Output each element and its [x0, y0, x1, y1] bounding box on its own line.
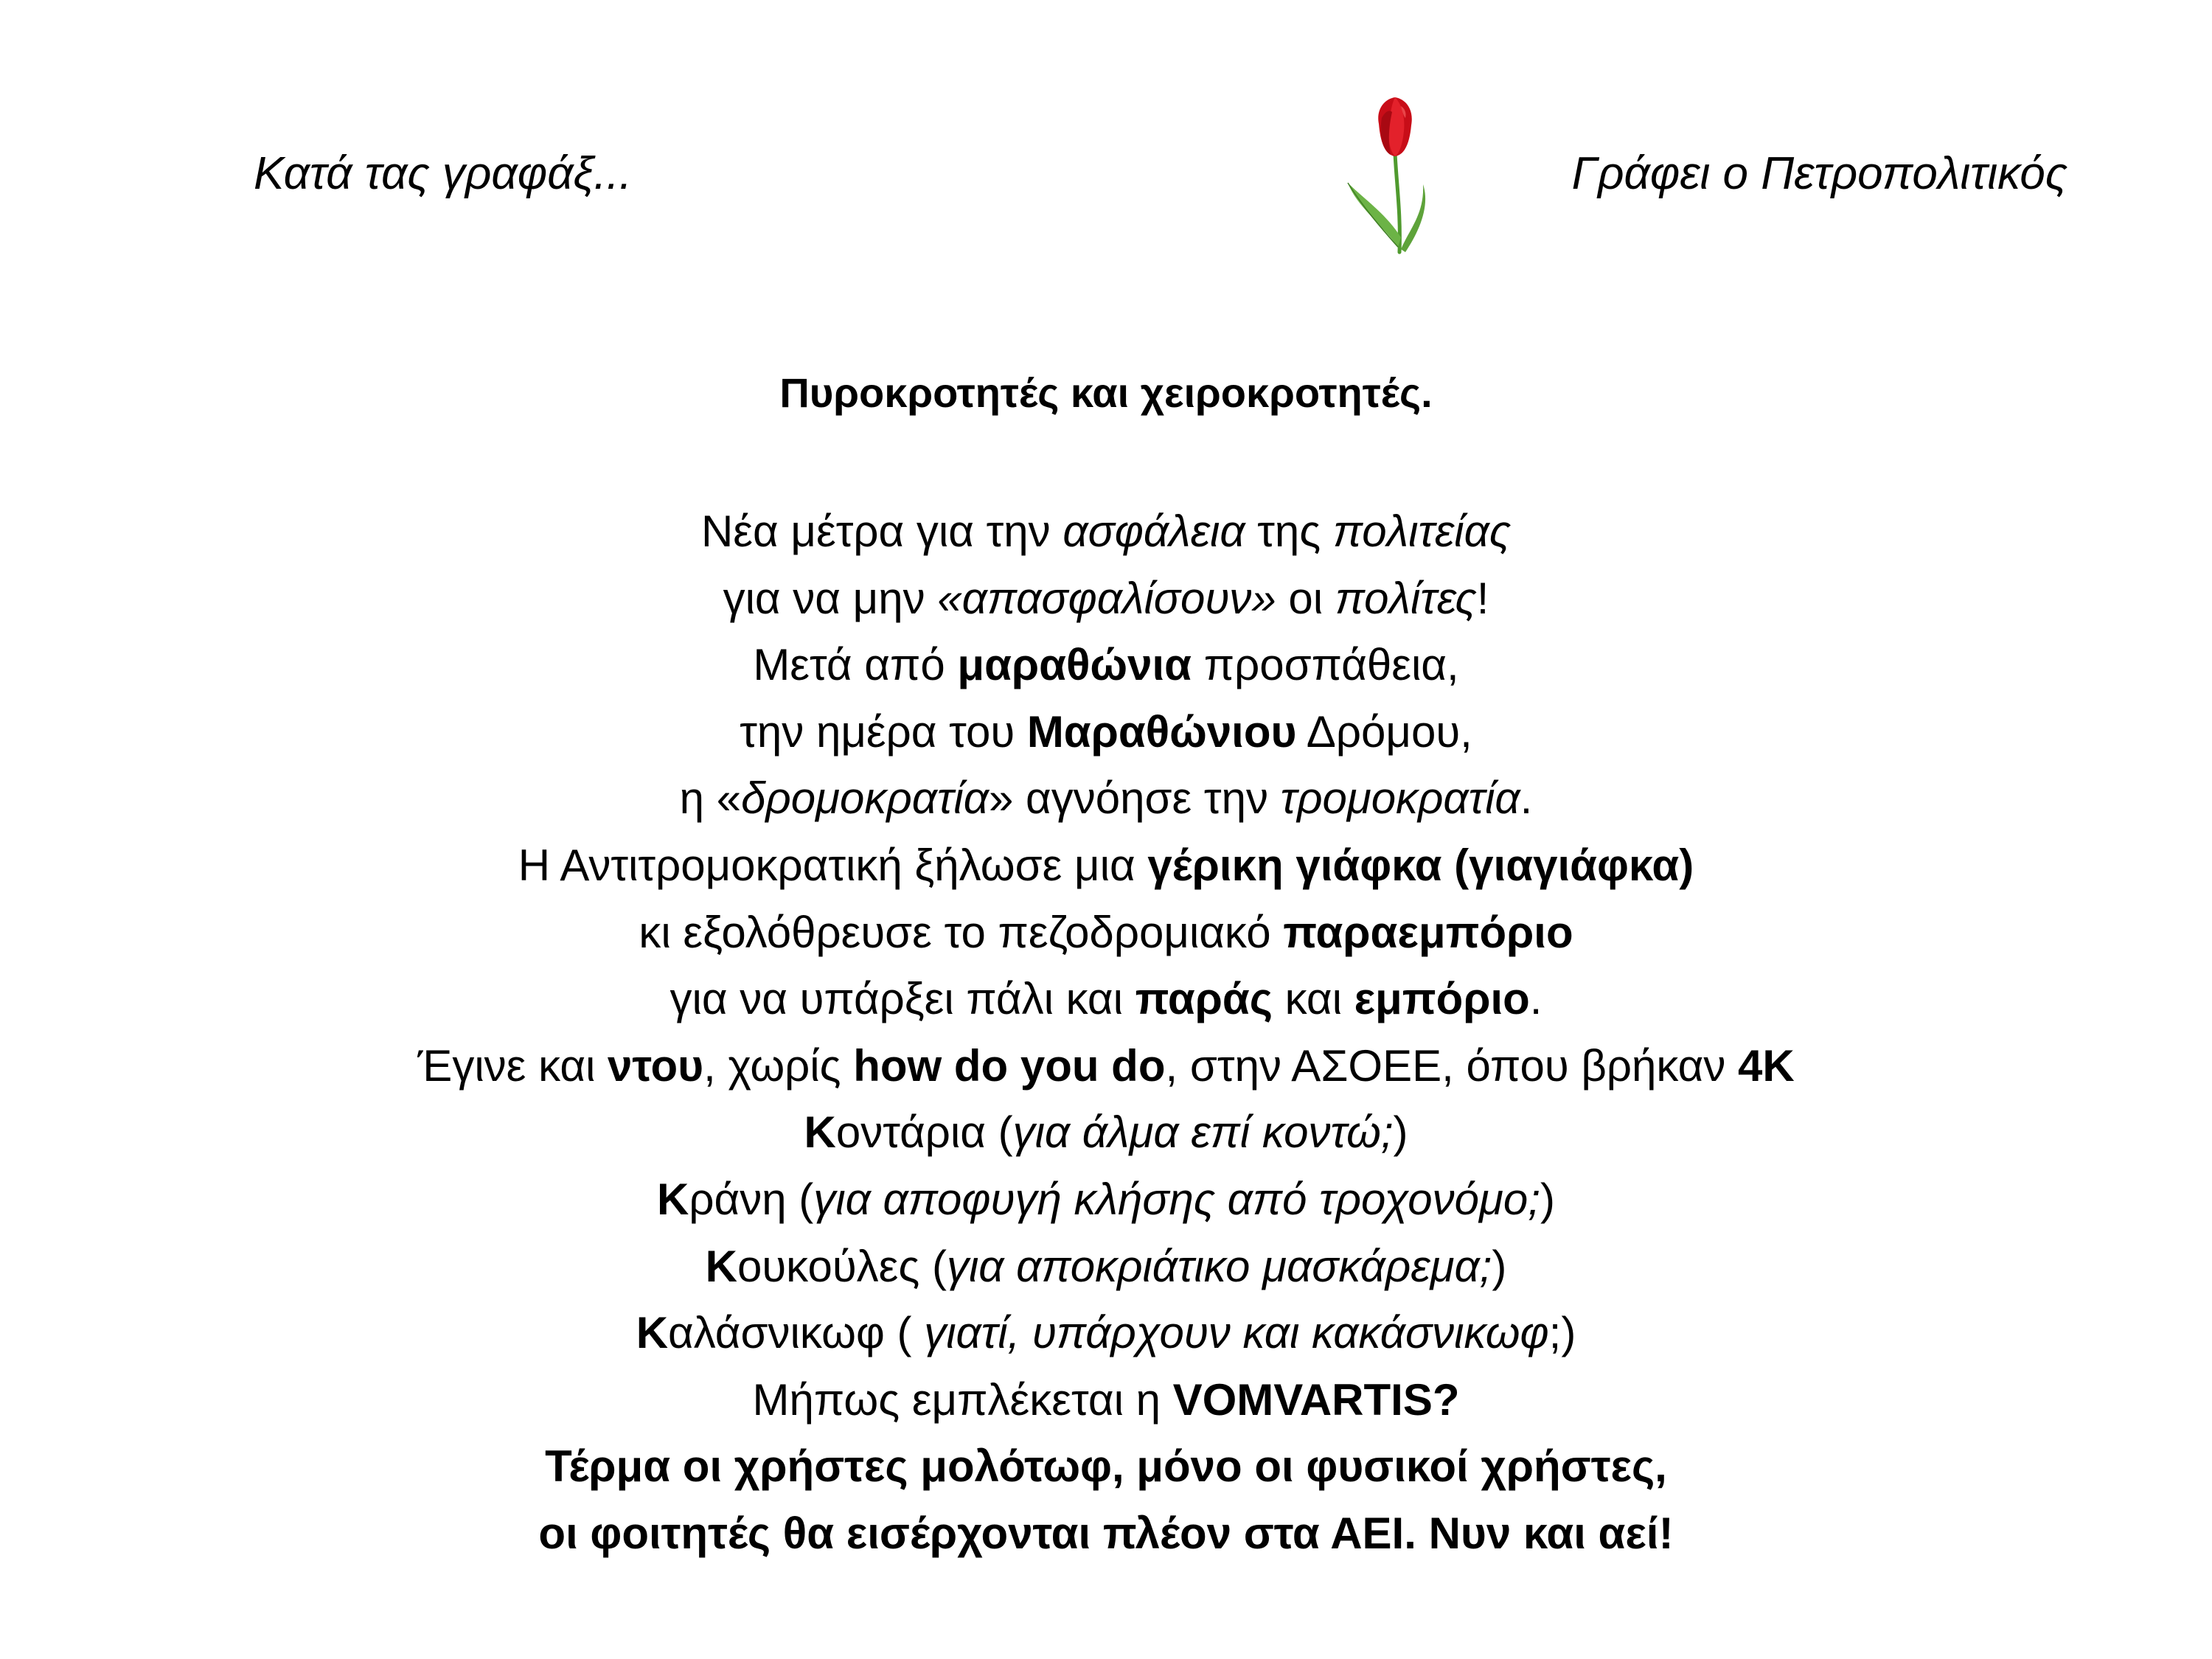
poem-line: την ημέρα του Μαραθώνιου Δρόμου, [740, 706, 1472, 757]
poem-line: για να μην «απασφαλίσουν» οι πολίτες! [723, 573, 1489, 623]
poem-line: η «δρομοκρατία» αγνόησε την τρομοκρατία. [679, 773, 1533, 824]
poem-line: Κουκούλες (για αποκριάτικο μασκάρεμα;) [705, 1241, 1507, 1291]
poem-line: κι εξολόθρευσε το πεζοδρομιακό παραεμπόριο [639, 907, 1573, 957]
poem-line: Νέα μέτρα για την ασφάλεια της πολιτείας [700, 507, 1512, 556]
poem-line: Κράνη (για αποφυγή κλήσης από τροχονόμο;) [657, 1174, 1555, 1224]
poem-line: Καλάσνικωφ ( γιατί, υπάρχουν και κακάσνικωφ;) [636, 1308, 1576, 1358]
poem-line: για να υπάρξει πάλι και παράς και εμπόριο. [669, 974, 1543, 1024]
poem-line: Μήπως εμπλέκεται η VOMVARTIS? [752, 1374, 1460, 1425]
poem-line: Έγινε και ντου, χωρίς how do you do, στην ΑΣΟΕΕ, όπου βρήκαν 4Κ [417, 1040, 1795, 1091]
header-left-text: Κατά τας γραφάξ... [254, 148, 632, 199]
poem-body [0, 498, 2212, 1568]
poem-line: Μετά από μαραθώνια προσπάθεια, [753, 640, 1459, 690]
poem-line: Τέρμα οι χρήστες μολότωφ, μόνο οι φυσικοί χρήστες, [545, 1441, 1667, 1492]
article-title: Πυροκροτητές και χειροκροτητές. [779, 369, 1433, 416]
poem-line: Κοντάρια (για άλμα επί κοντώ;) [804, 1107, 1408, 1158]
red-tulip-icon [1342, 96, 1453, 254]
poem-line: οι φοιτητές θα εισέρχονται πλέον στα ΑΕΙ. Νυν και αεί! [538, 1508, 1674, 1558]
poem-line: Η Αντιτρομοκρατική ξήλωσε μια γέρικη γιάφκα (γιαγιάφκα) [518, 840, 1694, 890]
header-right-text: Γράφει ο Πετροπολιτικός [1571, 148, 2067, 199]
